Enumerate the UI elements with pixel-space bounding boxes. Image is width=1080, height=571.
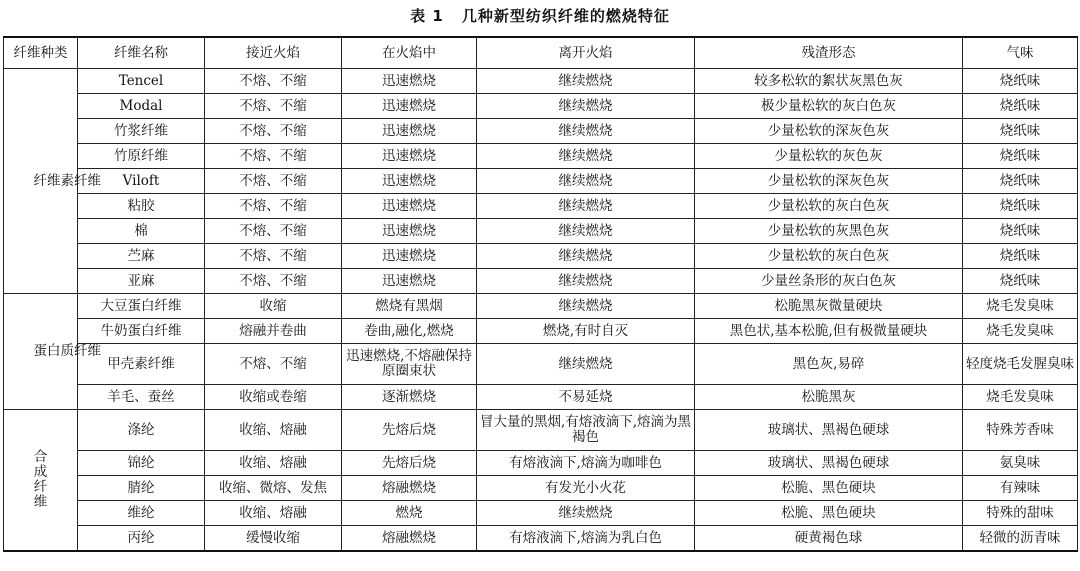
near-flame-cell: 收缩、微熔、发焦	[205, 476, 342, 501]
residue-cell: 少量松软的灰色灰	[695, 144, 963, 169]
odor-cell: 氨臭味	[963, 451, 1078, 476]
near-flame-cell: 不熔、不缩	[205, 94, 342, 119]
col-header-leave-flame: 离开火焰	[477, 37, 695, 69]
leave-flame-cell: 继续燃烧	[477, 501, 695, 526]
fiber-name-cell: Viloft	[78, 169, 205, 194]
near-flame-cell: 收缩或卷缩	[205, 385, 342, 410]
odor-cell: 特殊的甜味	[963, 501, 1078, 526]
near-flame-cell: 不熔、不缩	[205, 144, 342, 169]
leave-flame-cell: 继续燃烧	[477, 294, 695, 319]
near-flame-cell: 不熔、不缩	[205, 244, 342, 269]
fiber-name-cell: 腈纶	[78, 476, 205, 501]
header-row	[4, 37, 1078, 69]
odor-cell: 烧纸味	[963, 94, 1078, 119]
table-number: 表 1	[410, 7, 444, 25]
table-row	[4, 219, 1078, 244]
table-row	[4, 144, 1078, 169]
residue-cell: 黑色状,基本松脆,但有极微量硬块	[695, 319, 963, 344]
fiber-name-cell: 苎麻	[78, 244, 205, 269]
residue-cell: 极少量松软的灰白色灰	[695, 94, 963, 119]
fiber-name-cell: 竹原纤维	[78, 144, 205, 169]
leave-flame-cell: 继续燃烧	[477, 94, 695, 119]
leave-flame-cell: 继续燃烧	[477, 69, 695, 94]
near-flame-cell: 不熔、不缩	[205, 344, 342, 385]
near-flame-cell: 收缩、熔融	[205, 410, 342, 451]
odor-cell: 特殊芳香味	[963, 410, 1078, 451]
in-flame-cell: 迅速燃烧	[342, 244, 477, 269]
near-flame-cell: 收缩	[205, 294, 342, 319]
near-flame-cell: 熔融并卷曲	[205, 319, 342, 344]
fiber-name-cell: 涤纶	[78, 410, 205, 451]
category-label: 纤维素纤维	[33, 172, 101, 189]
in-flame-cell: 先熔后烧	[342, 410, 477, 451]
odor-cell: 有辣味	[963, 476, 1078, 501]
residue-cell: 黑色灰,易碎	[695, 344, 963, 385]
category-label: 蛋白质纤维	[33, 343, 101, 359]
in-flame-cell: 迅速燃烧	[342, 269, 477, 294]
category-cell	[4, 69, 101, 294]
leave-flame-cell: 继续燃烧	[477, 269, 695, 294]
near-flame-cell: 收缩、熔融	[205, 501, 342, 526]
residue-cell: 少量松软的深灰色灰	[695, 169, 963, 194]
leave-flame-cell: 冒大量的黑烟,有熔液滴下,熔滴为黑褐色	[477, 410, 695, 451]
residue-cell: 少量松软的深灰色灰	[695, 119, 963, 144]
fiber-name-cell: 大豆蛋白纤维	[78, 294, 205, 319]
in-flame-cell: 先熔后烧	[342, 451, 477, 476]
near-flame-cell: 不熔、不缩	[205, 69, 342, 94]
table-title: 几种新型纺织纤维的燃烧特征	[461, 7, 670, 25]
residue-cell: 少量松软的灰白色灰	[695, 194, 963, 219]
residue-cell: 松脆、黑色硬块	[695, 476, 963, 501]
fiber-name-cell: 粘胶	[78, 194, 205, 219]
table-row	[4, 194, 1078, 219]
odor-cell: 烧毛发臭味	[963, 385, 1078, 410]
table-row	[4, 526, 1078, 552]
odor-cell: 烧纸味	[963, 169, 1078, 194]
leave-flame-cell: 继续燃烧	[477, 194, 695, 219]
in-flame-cell: 迅速燃烧	[342, 194, 477, 219]
residue-cell: 松脆黑灰	[695, 385, 963, 410]
odor-cell: 轻微的沥青味	[963, 526, 1078, 552]
table-row	[4, 269, 1078, 294]
category-label: 合成纤维	[33, 449, 48, 510]
leave-flame-cell: 有熔液滴下,熔滴为乳白色	[477, 526, 695, 552]
leave-flame-cell: 继续燃烧	[477, 119, 695, 144]
residue-cell: 较多松软的絮状灰黑色灰	[695, 69, 963, 94]
in-flame-cell: 卷曲,融化,燃烧	[342, 319, 477, 344]
table-row	[4, 385, 1078, 410]
residue-cell: 松脆、黑色硬块	[695, 501, 963, 526]
fiber-name-cell: 竹浆纤维	[78, 119, 205, 144]
in-flame-cell: 迅速燃烧	[342, 144, 477, 169]
table-row	[4, 169, 1078, 194]
residue-cell: 松脆黑灰微量硬块	[695, 294, 963, 319]
near-flame-cell: 不熔、不缩	[205, 119, 342, 144]
table-row	[4, 410, 1078, 451]
in-flame-cell: 迅速燃烧	[342, 219, 477, 244]
col-header-odor: 气味	[963, 37, 1078, 69]
leave-flame-cell: 有发光小火花	[477, 476, 695, 501]
residue-cell: 玻璃状、黑褐色硬球	[695, 410, 963, 451]
leave-flame-cell: 继续燃烧	[477, 144, 695, 169]
fiber-name-cell: 丙纶	[78, 526, 205, 552]
in-flame-cell: 迅速燃烧,不熔融保持原圈束状	[342, 344, 477, 385]
odor-cell: 烧纸味	[963, 194, 1078, 219]
leave-flame-cell: 继续燃烧	[477, 244, 695, 269]
burning-characteristics-table	[3, 36, 1078, 552]
fiber-name-cell: 棉	[78, 219, 205, 244]
leave-flame-cell: 燃烧,有时自灭	[477, 319, 695, 344]
in-flame-cell: 迅速燃烧	[342, 119, 477, 144]
residue-cell: 少量松软的灰白色灰	[695, 244, 963, 269]
in-flame-cell: 熔融燃烧	[342, 526, 477, 552]
col-header-category: 纤维种类	[4, 37, 78, 69]
col-header-residue: 残渣形态	[695, 37, 963, 69]
residue-cell: 少量丝条形的灰白色灰	[695, 269, 963, 294]
near-flame-cell: 不熔、不缩	[205, 269, 342, 294]
fiber-name-cell: Tencel	[78, 69, 205, 94]
table-row	[4, 451, 1078, 476]
fiber-name-cell: Modal	[78, 94, 205, 119]
in-flame-cell: 燃烧	[342, 501, 477, 526]
table-row	[4, 94, 1078, 119]
odor-cell: 烧纸味	[963, 119, 1078, 144]
table-row	[4, 119, 1078, 144]
leave-flame-cell: 继续燃烧	[477, 219, 695, 244]
odor-cell: 轻度烧毛发腥臭味	[963, 344, 1078, 385]
table-caption	[0, 5, 1080, 26]
leave-flame-cell: 不易延烧	[477, 385, 695, 410]
table-row	[4, 69, 1078, 94]
near-flame-cell: 收缩、熔融	[205, 451, 342, 476]
odor-cell: 烧纸味	[963, 244, 1078, 269]
table-row	[4, 501, 1078, 526]
leave-flame-cell: 继续燃烧	[477, 344, 695, 385]
near-flame-cell: 缓慢收缩	[205, 526, 342, 552]
table-row	[4, 344, 1078, 385]
table-row	[4, 294, 1078, 319]
leave-flame-cell: 继续燃烧	[477, 169, 695, 194]
odor-cell: 烧纸味	[963, 144, 1078, 169]
residue-cell: 玻璃状、黑褐色硬球	[695, 451, 963, 476]
leave-flame-cell: 有熔液滴下,熔滴为咖啡色	[477, 451, 695, 476]
col-header-in-flame: 在火焰中	[342, 37, 477, 69]
in-flame-cell: 逐渐燃烧	[342, 385, 477, 410]
odor-cell: 烧纸味	[963, 219, 1078, 244]
fiber-name-cell: 维纶	[78, 501, 205, 526]
odor-cell: 烧毛发臭味	[963, 319, 1078, 344]
in-flame-cell: 迅速燃烧	[342, 94, 477, 119]
col-header-near-flame: 接近火焰	[205, 37, 342, 69]
in-flame-cell: 迅速燃烧	[342, 169, 477, 194]
near-flame-cell: 不熔、不缩	[205, 194, 342, 219]
odor-cell: 烧纸味	[963, 69, 1078, 94]
fiber-name-cell: 牛奶蛋白纤维	[78, 319, 205, 344]
category-cell	[4, 410, 78, 552]
residue-cell: 少量松软的灰黑色灰	[695, 219, 963, 244]
table-row	[4, 476, 1078, 501]
fiber-name-cell: 亚麻	[78, 269, 205, 294]
fiber-name-cell: 羊毛、蚕丝	[78, 385, 205, 410]
odor-cell: 烧毛发臭味	[963, 294, 1078, 319]
residue-cell: 硬黄褐色球	[695, 526, 963, 552]
odor-cell: 烧纸味	[963, 269, 1078, 294]
category-cell	[4, 294, 101, 410]
table-row	[4, 244, 1078, 269]
in-flame-cell: 迅速燃烧	[342, 69, 477, 94]
in-flame-cell: 熔融燃烧	[342, 476, 477, 501]
fiber-name-cell: 甲壳素纤维	[78, 344, 205, 385]
near-flame-cell: 不熔、不缩	[205, 219, 342, 244]
fiber-name-cell: 锦纶	[78, 451, 205, 476]
near-flame-cell: 不熔、不缩	[205, 169, 342, 194]
table-row	[4, 319, 1078, 344]
in-flame-cell: 燃烧有黑烟	[342, 294, 477, 319]
col-header-fiber-name: 纤维名称	[78, 37, 205, 69]
